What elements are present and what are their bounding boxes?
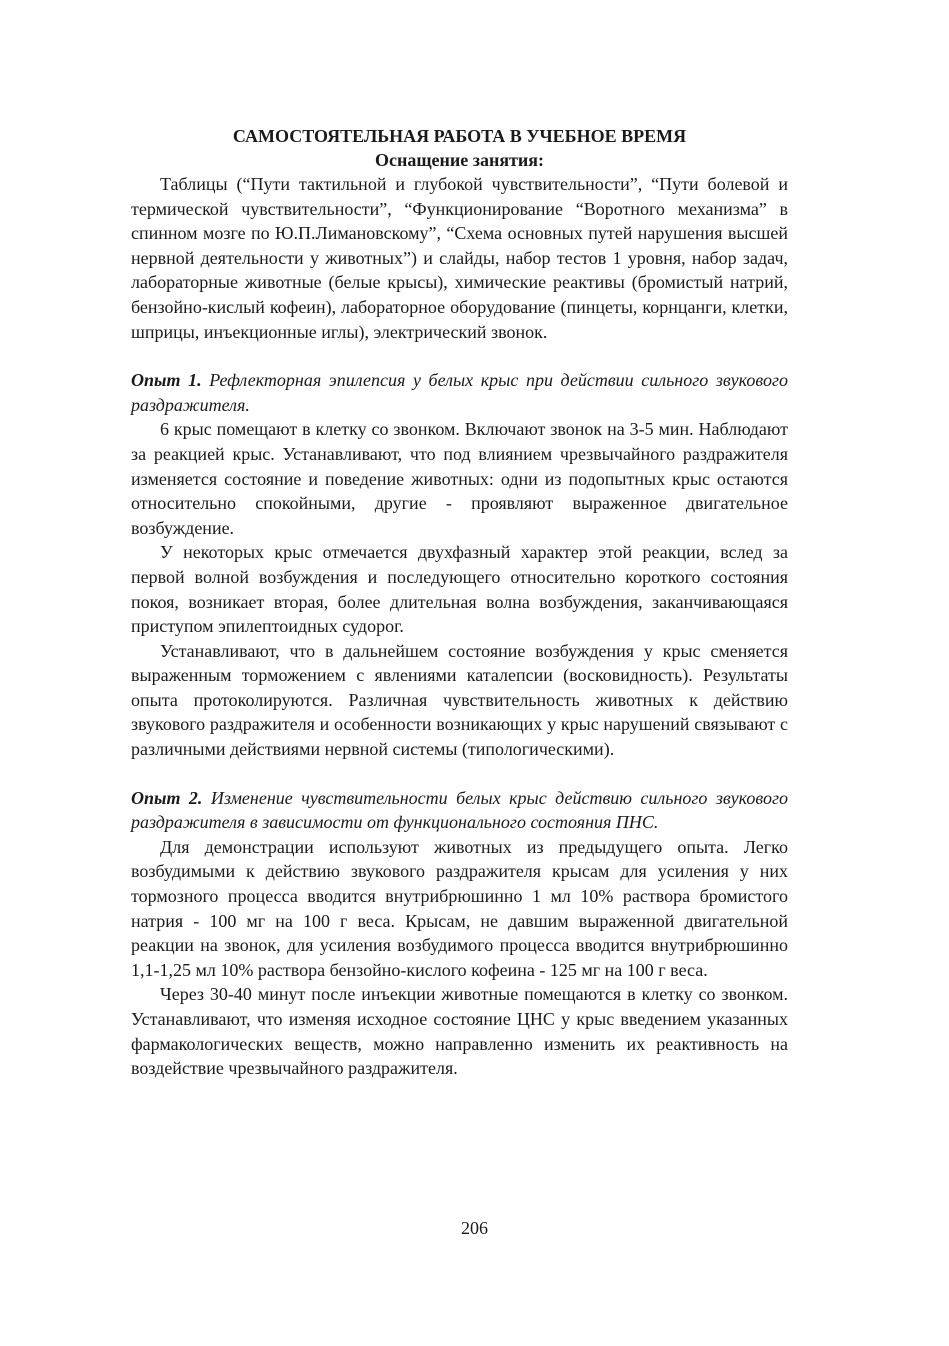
page-number: 206 [461, 1218, 488, 1238]
page-title: САМОСТОЯТЕЛЬНАЯ РАБОТА В УЧЕБНОЕ ВРЕМЯ [232, 126, 687, 146]
experiment-2-title: Изменение чувствительности белых крыс действию сильного звукового раздражителя в зависимости от функционального состояния ПНС. [131, 787, 788, 833]
equipment-paragraph: Таблицы (“Пути тактильной и глубокой чувствительности”, “Пути болевой и термической чувствительности”, “Функционирование “Воротного механизма” в спинном мозге по Ю.П.Лимановскому”, “Схема основных путей нарушения высшей нервной деятельности у животных”) и слайды, набор тестов 1 уровня, набор задач, лабораторные животные (белые крысы), химические реактивы (бромистый натрий, бензойно-кислый кофеин), лабораторное оборудование (пинцеты, корнцанги, клетки, шприцы, инъекционные иглы), электрический звонок. [131, 174, 788, 342]
experiment-1-paragraph: У некоторых крыс отмечается двухфазный характер этой реакции, вслед за первой волной возбуждения и последующего относительно короткого состояния покоя, возникает вторая, более длительная волна возбуждения, заканчивающаяся приступом эпилептоидных судорог. [131, 542, 788, 637]
experiment-2-paragraph: Для демонстрации используют животных из предыдущего опыта. Легко возбудимыми к действию звукового раздражителя крысам для усиления у них тормозного процесса вводится внутрибрюшинно 1 мл 10% раствора бромистого натрия - 100 мг на 100 г веса. Крысам, не давшим выраженной двигательной реакции на звонок, для усиления возбудимого процесса вводится внутрибрюшинно 1,1-1,25 мл 10% раствора бензойно-кислого кофеина - 125 мг на 100 г веса. [131, 836, 788, 980]
experiment-1-label: Опыт 1. [131, 370, 202, 391]
experiment-1-paragraph: Устанавливают, что в дальнейшем состояние возбуждения у крыс сменяется выраженным торможением с явлениями каталепсии (восковидность). Результаты опыта протоколируются. Различная чувствительность животных к действию звукового раздражителя и особенности возникающих у крыс нарушений связывают с различными действиями нервной системы (типологическими). [131, 640, 788, 760]
section-subtitle: Оснащение занятия: [374, 150, 545, 170]
experiment-1-heading [131, 368, 788, 417]
document-page [131, 124, 788, 1081]
experiment-2-heading [131, 786, 788, 835]
experiment-1-paragraph: 6 крыс помещают в клетку со звонком. Включают звонок на 3-5 мин. Наблюдают за реакцией крыс. Устанавливают, что под влиянием чрезвычайного раздражителя изменяется состояние и поведение животных: одни из подопытных крыс остаются относительно спокойными, другие - проявляют выраженное двигательное возбуждение. [131, 419, 788, 538]
spacer [131, 762, 788, 786]
spacer [131, 344, 788, 368]
experiment-2-paragraph: Через 30-40 минут после инъекции животные помещаются в клетку со звонком. Устанавливают, что изменяя исходное состояние ЦНС у крыс введением указанных фармакологических веществ, можно направленно изменить их реактивность на воздействие чрезвычайного раздражителя. [131, 984, 788, 1079]
experiment-1-title: Рефлекторная эпилепсия у белых крыс при действии сильного звукового раздражителя. [131, 370, 789, 415]
experiment-2-label: Опыт 2. [131, 787, 203, 808]
